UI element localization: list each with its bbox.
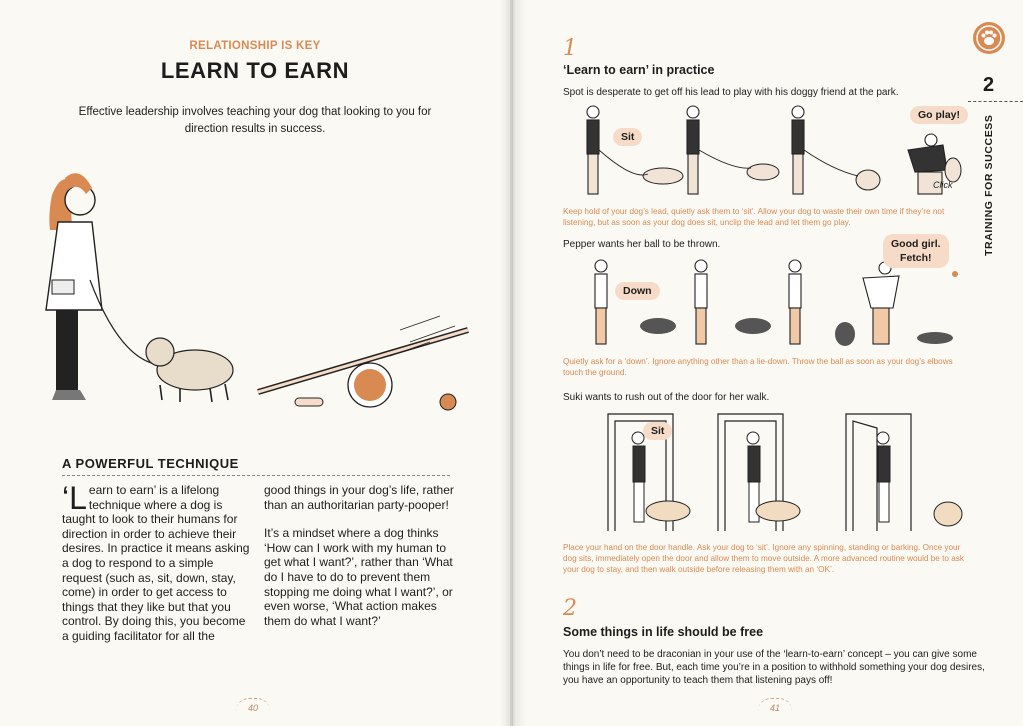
speech-bubble-sit-door: Sit xyxy=(643,422,672,440)
page-number: 40 xyxy=(248,703,259,713)
speech-bubble-sit: Sit xyxy=(613,128,642,146)
page-number: 41 xyxy=(770,703,781,713)
woman-dog-seesaw-illustration xyxy=(30,160,480,420)
column-2 xyxy=(264,483,454,642)
speech-bubble-go-play: Go play! xyxy=(910,106,968,124)
section-kicker: RELATIONSHIP IS KEY xyxy=(189,40,321,52)
bubble-line-1: Good girl. xyxy=(891,238,941,250)
column-2-para-2: It’s a mindset where a dog thinks ‘How can I work with my human to get what I want?’, rather than ‘What do I have to do to prevent them stopping me doing what I want?’, or even worse, ‘What action makes them do what I want?’ xyxy=(264,526,453,628)
lead-lines xyxy=(599,150,858,176)
chapter-rule xyxy=(968,101,1023,102)
column-1 xyxy=(62,480,252,644)
paw-icon xyxy=(973,22,1005,54)
chapter-title-vertical: TRAINING FOR SUCCESS xyxy=(983,114,995,256)
woman-legs xyxy=(56,310,78,390)
spot-intro: Spot is desperate to get off his lead to play with his doggy friend at the park. xyxy=(563,87,899,98)
woman-shoes xyxy=(52,390,86,400)
section-rule xyxy=(62,475,450,476)
click-label: Click xyxy=(933,180,953,190)
book-gutter xyxy=(500,0,526,726)
page-title: LEARN TO EARN xyxy=(160,58,350,83)
column-2-para-1: good things in your dog’s life, rather than an authoritarian party-pooper! xyxy=(264,483,454,512)
ball-toy xyxy=(440,394,456,410)
woman-coat xyxy=(46,222,102,310)
column-1-text: earn to earn’ is a lifelong technique where a dog is taught to look to their humans for direction in order to achieve their desires. In practice it means asking a dog to respond to a simple request (such as, sit, down, stay, come) in order to get access to things that they like but that you control. By doing this, you become a guiding facilitator for all the xyxy=(62,483,250,643)
suki-caption: Place your hand on the door handle. Ask your dog to ‘sit’. Ignore any spinning, standing or barking. Once your dog sits, immediately open the door and allow them to move outside. A more advanced routine would be to ask your dog to stay, and then walk outside before releasing them with an ‘OK’. xyxy=(563,543,964,574)
section-2-text: You don’t need to be draconian in your use of the ‘learn-to-earn’ concept – you can give some things in life for free. But, each time you’re in a position to withhold something your dog desires, you have an opportunity to teach them that listening pays off! xyxy=(563,649,985,686)
section-2-title: Some things in life should be free xyxy=(563,625,764,639)
spot-caption: Keep hold of your dog’s lead, quietly ask them to ‘sit’. Allow your dog to waste their own time if they’re not listening, but as soon as your dog does sit, unclip the lead and let them go play. xyxy=(563,207,945,227)
drop-cap: ‘L xyxy=(62,480,87,516)
right-page xyxy=(513,0,1023,726)
intro-text: Effective leadership involves teaching your dog that looking to you for direction results in success. xyxy=(78,106,432,135)
pepper-caption: Quietly ask for a ‘down’. Ignore anything other than a lie-down. Throw the ball as soon as your dog’s elbows touch the ground. xyxy=(563,357,953,377)
speech-bubble-down: Down xyxy=(615,282,660,300)
chapter-number: 2 xyxy=(983,74,995,96)
suki-intro: Suki wants to rush out of the door for her walk. xyxy=(563,392,770,403)
thrown-ball xyxy=(952,271,958,277)
section-number-2: 2 xyxy=(563,596,577,621)
section-1-title: ‘Learn to earn’ in practice xyxy=(563,63,715,77)
pepper-intro: Pepper wants her ball to be thrown. xyxy=(563,239,721,250)
section-heading: A POWERFUL TECHNIQUE xyxy=(62,456,239,471)
left-page xyxy=(0,0,510,726)
golden-dog-figures xyxy=(646,501,962,526)
bone-treat xyxy=(295,398,323,406)
terrier-head xyxy=(146,338,174,366)
suki-scene-illustration xyxy=(563,406,973,536)
coat-pocket xyxy=(52,280,74,294)
pepper-scene-illustration xyxy=(563,254,973,350)
section-number-1: 1 xyxy=(563,36,577,61)
speech-bubble-good-girl xyxy=(883,234,949,268)
bubble-line-2: Fetch! xyxy=(900,252,932,264)
person-figures xyxy=(587,106,947,194)
